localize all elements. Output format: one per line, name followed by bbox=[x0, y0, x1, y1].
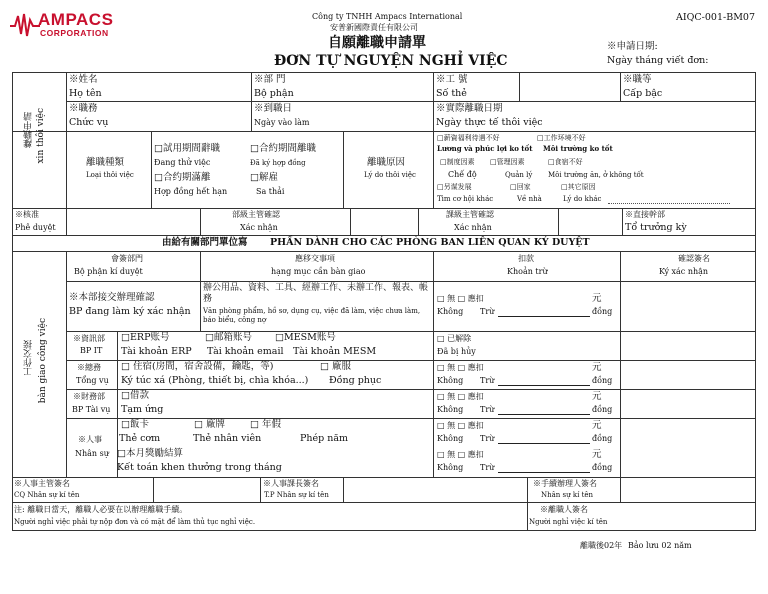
type-dismissed-checkbox[interactable]: □解雇 bbox=[250, 172, 278, 183]
deduction-finance-amount-line[interactable] bbox=[498, 414, 590, 415]
type-contract-checkbox[interactable]: □合約期間離職 bbox=[250, 143, 316, 154]
erp-account-checkbox[interactable]: □ERP账号 bbox=[121, 332, 170, 343]
deduction-hr1-dong: đồng bbox=[592, 434, 613, 443]
deduction-finance-minus: Trừ bbox=[480, 405, 495, 414]
deduction-hr2-amount-line[interactable] bbox=[498, 472, 590, 473]
finance-label-cn: ※財務部 bbox=[73, 392, 105, 401]
section-manager-label-cn: 課級主管確認 bbox=[446, 210, 494, 219]
account-revoked-checkbox[interactable]: □ 已解除 bbox=[437, 334, 472, 343]
reason-salary-checkbox[interactable]: □薪資福利待遇不好 bbox=[437, 134, 500, 142]
leave-reason-label-cn: 離職原因 bbox=[367, 157, 406, 168]
reason-other-line bbox=[608, 203, 730, 204]
dept-label-cn: ※部 門 bbox=[254, 74, 286, 85]
leave-type-label-vn: Loại thôi việc bbox=[86, 171, 134, 179]
deduction-hr2-dong: đồng bbox=[592, 463, 613, 472]
employee-id-label-cn: ※工 號 bbox=[436, 74, 468, 85]
annual-leave-checkbox[interactable]: □ 年假 bbox=[250, 419, 281, 430]
leave-type-label-cn: 離職種類 bbox=[86, 157, 125, 168]
hr-manager-sign-label-vn: T.P Nhân sự kí tên bbox=[264, 491, 329, 499]
annual-leave-label: Phép năm bbox=[300, 433, 349, 444]
approve-label-vn: Phê duyệt bbox=[15, 223, 56, 232]
employee-badge-checkbox[interactable]: □ 廠牌 bbox=[194, 419, 225, 430]
company-logo bbox=[10, 10, 120, 42]
meal-card-checkbox[interactable]: □飯卡 bbox=[121, 419, 149, 430]
uniform-checkbox[interactable]: □ 廠服 bbox=[320, 361, 351, 372]
dept-items-cn: 辦公用品、資料、工具、經辦工作、未辦工作、報表、帳務 bbox=[203, 283, 429, 304]
dept-manager-label-vn: Xác nhận bbox=[240, 223, 278, 232]
position-label-vn: Chức vụ bbox=[69, 117, 109, 128]
direct-leader-label-cn: ※直接幹部 bbox=[625, 210, 665, 219]
general-affairs-label-vn: Tổng vụ bbox=[76, 376, 109, 385]
start-date-label-vn: Ngày vào làm bbox=[254, 118, 310, 127]
deduction-ga-amount-line[interactable] bbox=[498, 385, 590, 386]
hr-head-sign-label-cn: ※人事主管簽名 bbox=[14, 479, 70, 488]
bonus-settlement-checkbox[interactable]: □本月獎勵結算 bbox=[117, 448, 183, 459]
type-dismissed-label: Sa thải bbox=[256, 187, 285, 196]
section-apply-label-cn: 離職申請 bbox=[24, 112, 34, 148]
actual-leave-date-label-vn: Ngày thực tế thôi việc bbox=[436, 117, 543, 128]
direct-leader-label-vn: Tổ trưởng kỳ bbox=[625, 222, 687, 233]
account-revoked-label: Đã bị hủy bbox=[437, 347, 476, 356]
col-sign-header-vn: Ký xác nhận bbox=[659, 267, 709, 276]
logo-wave-icon bbox=[10, 12, 40, 38]
deduction-dept-amount-line[interactable] bbox=[498, 316, 590, 317]
deduction-hr1-amount-line[interactable] bbox=[498, 443, 590, 444]
deduction-hr1-minus: Trừ bbox=[480, 434, 495, 443]
logo-text: AMPACS bbox=[38, 10, 114, 29]
deduction-finance-dong: đồng bbox=[592, 405, 613, 414]
general-affairs-label-cn: ※總務 bbox=[77, 363, 101, 372]
email-account-checkbox[interactable]: □邮箱账号 bbox=[205, 332, 252, 343]
reason-food-label: Môi trường ăn, ở không tốt bbox=[548, 171, 644, 179]
form-title-vn: ĐƠN TỰ NGUYỆN NGHỈ VIỆC bbox=[274, 53, 508, 69]
logo-subtext: CORPORATION bbox=[40, 28, 109, 38]
finance-label-vn: BP Tài vụ bbox=[72, 405, 111, 414]
reason-policy-label: Chế độ bbox=[448, 170, 477, 179]
hr-head-sign-label-vn: CQ Nhân sự kí tên bbox=[14, 491, 80, 499]
hr-processor-sign-label-cn: ※手續辦理人簽名 bbox=[533, 479, 597, 488]
reason-management-checkbox[interactable]: □管理因素 bbox=[490, 158, 525, 166]
company-name-vn: Công ty TNHH Ampacs International bbox=[312, 12, 463, 21]
section-handover-label-cn: 工作交接 bbox=[24, 340, 34, 376]
it-label-vn: BP IT bbox=[80, 346, 103, 355]
retention-note-cn: 離職後02年 bbox=[580, 541, 623, 550]
section-handover-label-vn: bàn giao công việc bbox=[38, 318, 48, 404]
col-dept-header-cn: 會簽部門 bbox=[111, 254, 143, 263]
deduction-ga-yuan: 元 bbox=[592, 362, 602, 373]
type-expired-label: Hợp đồng hết hạn bbox=[154, 187, 228, 196]
leaver-sign-label-vn: Người nghỉ việc kí tên bbox=[529, 518, 608, 526]
related-dept-banner-cn: 由給有關部門單位寫 bbox=[162, 237, 248, 248]
apply-date-label-vn: Ngày tháng viết đơn: bbox=[607, 55, 709, 66]
deduction-dept-yuan: 元 bbox=[592, 293, 602, 304]
reason-home-label: Về nhà bbox=[517, 195, 542, 203]
note-text-cn: 注: 離職日當天，離職人必要在以辦理離職手續。 bbox=[14, 505, 188, 514]
dept-confirm-label-vn: BP đang làm ký xác nhận bbox=[69, 306, 191, 317]
bonus-settlement-label: Kết toán khen thưởng trong tháng bbox=[117, 462, 282, 473]
hr-manager-sign-label-cn: ※人事課長簽名 bbox=[263, 479, 319, 488]
form-code: AIQC-001-BM07 bbox=[676, 12, 756, 23]
deduction-ga-none: Không bbox=[437, 376, 464, 385]
deduction-ga-options[interactable]: □ 無 □ 應扣 bbox=[437, 363, 484, 372]
type-contract-label: Đã ký hợp đồng bbox=[250, 159, 306, 167]
reason-food-checkbox[interactable]: □食宿不好 bbox=[548, 158, 583, 166]
grade-label-cn: ※職等 bbox=[623, 74, 652, 85]
form-title-cn: 自願離職申請單 bbox=[328, 35, 426, 51]
hr-label-vn: Nhân sự bbox=[75, 449, 109, 458]
deduction-hr2-options[interactable]: □ 無 □ 應扣 bbox=[437, 450, 484, 459]
reason-other-checkbox[interactable]: □其它原因 bbox=[561, 183, 596, 191]
type-probation-checkbox[interactable]: □試用期間辭職 bbox=[154, 143, 220, 154]
reason-environment-checkbox[interactable]: □工作环境不好 bbox=[537, 134, 586, 142]
uniform-label: Đồng phục bbox=[329, 375, 382, 386]
actual-leave-date-label-cn: ※實際離職日期 bbox=[436, 103, 503, 114]
deduction-hr2-yuan: 元 bbox=[592, 449, 602, 460]
employee-badge-label: Thẻ nhân viên bbox=[193, 433, 262, 444]
grade-label-vn: Cấp bậc bbox=[623, 88, 663, 99]
deduction-ga-dong: đồng bbox=[592, 376, 613, 385]
reason-other-label: Lý do khác bbox=[563, 195, 602, 203]
deduction-dept-none: Không bbox=[437, 307, 464, 316]
type-expired-checkbox[interactable]: □合约期滿離 bbox=[154, 172, 211, 183]
approve-label-cn: ※核准 bbox=[15, 210, 39, 219]
reason-salary-label: Lương và phúc lợi ko tốt bbox=[437, 144, 533, 153]
dept-items-vn: Văn phòng phẩm, hồ sơ, dụng cụ, việc đã làm, việc chưa làm, báo biểu, công nợ bbox=[203, 307, 421, 324]
hr-label-cn: ※人事 bbox=[78, 435, 102, 444]
note-text-vn: Người nghỉ việc phải tự nộp đơn và có mặt để làm thủ tục nghỉ việc. bbox=[14, 518, 256, 526]
name-label-cn: ※姓名 bbox=[69, 74, 98, 85]
apply-date-label-cn: ※申請日期: bbox=[607, 41, 658, 52]
employee-id-label-vn: Số thẻ bbox=[436, 88, 467, 99]
deduction-finance-none: Không bbox=[437, 405, 464, 414]
deduction-dept-options[interactable]: □ 無 □ 應扣 bbox=[437, 294, 484, 303]
position-label-cn: ※職務 bbox=[69, 103, 98, 114]
reason-opportunity-label: Tìm cơ hội khác bbox=[437, 195, 494, 203]
deduction-hr2-minus: Trừ bbox=[480, 463, 495, 472]
reason-management-label: Quản lý bbox=[505, 171, 533, 179]
dorm-label: Ký túc xá (Phòng, thiết bị, chìa khóa...) bbox=[121, 375, 309, 386]
related-dept-banner-vn: PHẦN DÀNH CHO CÁC PHÒNG BAN LIÊN QUAN KÝ DUYỆT bbox=[270, 237, 590, 248]
meal-card-label: Thẻ cơm bbox=[119, 433, 161, 444]
section-manager-label-vn: Xác nhận bbox=[454, 223, 492, 232]
leaver-sign-label-cn: ※離職人簽名 bbox=[540, 505, 588, 514]
col-deduction-header-cn: 扣款 bbox=[518, 254, 534, 263]
dept-confirm-label-cn: ※本部接交辦理確認 bbox=[69, 292, 155, 303]
mesm-account-label: Tài khoản MESM bbox=[293, 346, 377, 357]
dorm-checkbox[interactable]: □ 住宿(房間，宿舍設備，鑰匙，等) bbox=[121, 361, 274, 372]
dept-label-vn: Bộ phận bbox=[254, 88, 294, 99]
reason-home-checkbox[interactable]: □回家 bbox=[510, 183, 531, 191]
deduction-hr1-yuan: 元 bbox=[592, 420, 602, 431]
start-date-label-cn: ※到職日 bbox=[254, 103, 293, 114]
col-deduction-header-vn: Khoản trừ bbox=[507, 267, 548, 276]
it-label-cn: ※資訊部 bbox=[73, 334, 105, 343]
deduction-dept-dong: đồng bbox=[592, 307, 613, 316]
advance-checkbox[interactable]: □借款 bbox=[121, 390, 149, 401]
reason-environment-label: Môi trường ko tốt bbox=[543, 144, 613, 153]
deduction-hr1-options[interactable]: □ 無 □ 應扣 bbox=[437, 421, 484, 430]
email-account-label: Tài khoản email bbox=[207, 346, 284, 357]
deduction-dept-minus: Trừ bbox=[480, 307, 495, 316]
deduction-finance-yuan: 元 bbox=[592, 391, 602, 402]
col-items-header-cn: 應移交事項 bbox=[295, 254, 335, 263]
col-sign-header-cn: 確認簽名 bbox=[678, 254, 710, 263]
section-apply-label-vn: xin thôi việc bbox=[36, 108, 46, 164]
company-name-cn: 安普新國際責任有限公司 bbox=[330, 23, 418, 32]
reason-opportunity-checkbox[interactable]: □另谋发展 bbox=[437, 183, 472, 191]
name-label-vn: Họ tên bbox=[69, 88, 102, 99]
deduction-hr2-none: Không bbox=[437, 463, 464, 472]
retention-note-vn: Bảo lưu 02 năm bbox=[628, 541, 692, 550]
leave-reason-label-vn: Lý do thôi việc bbox=[364, 171, 416, 179]
reason-policy-checkbox[interactable]: □制度因素 bbox=[440, 158, 475, 166]
advance-label: Tạm ứng bbox=[121, 404, 164, 415]
col-dept-header-vn: Bộ phận kí duyệt bbox=[74, 267, 143, 276]
hr-processor-sign-label-vn: Nhân sự kí tên bbox=[541, 491, 594, 499]
deduction-hr1-none: Không bbox=[437, 434, 464, 443]
type-probation-label: Đang thử việc bbox=[154, 158, 211, 167]
erp-account-label: Tài khoản ERP bbox=[121, 346, 192, 357]
deduction-finance-options[interactable]: □ 無 □ 應扣 bbox=[437, 392, 484, 401]
mesm-account-checkbox[interactable]: □MESM账号 bbox=[275, 332, 336, 343]
dept-manager-label-cn: 部級主管確認 bbox=[232, 210, 280, 219]
deduction-ga-minus: Trừ bbox=[480, 376, 495, 385]
col-items-header-vn: hạng mục cần bàn giao bbox=[271, 267, 366, 276]
